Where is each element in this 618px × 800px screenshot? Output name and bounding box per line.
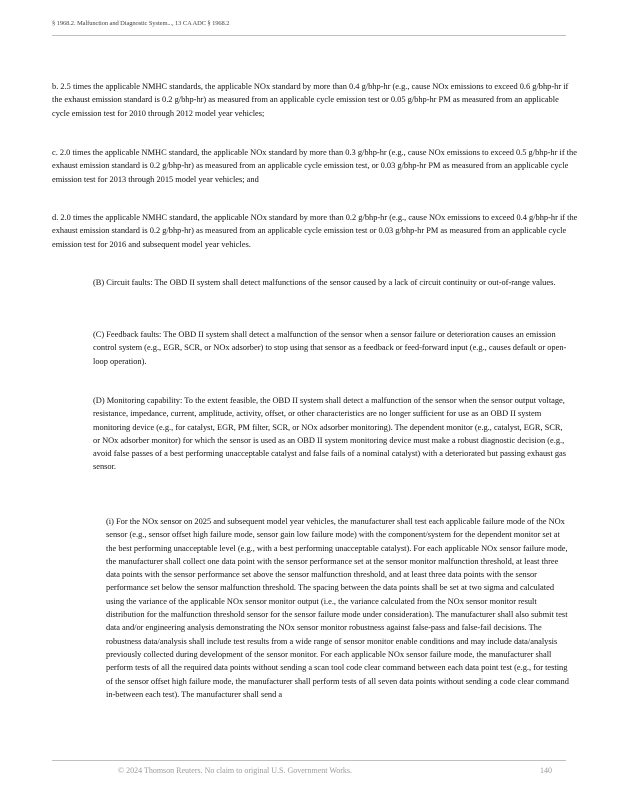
paragraph-d-text: d. 2.0 times the applicable NMHC standard, the applicable NOx standard by more than 0.2 g/bhp-hr (e.g., cause NOx emissions to exceed 0.4 g/bhp-hr if the exhaust emission standard is 0.2 g/bhp-hr) as measured from an applicable cycle emission test or 0.03 g/bhp-hr PM as measured from an applicable cycle emission test for 2016 and subsequent model year vehicles.: [52, 213, 578, 249]
paragraph-c-text: c. 2.0 times the applicable NMHC standard, the applicable NOx standard by more than 0.3 g/bhp-hr (e.g., cause NOx emissions to exceed 0.5 g/bhp-hr if the exhaust emission standard is 0.2 g/bhp-hr) as measured from an applicable cycle emission test, or 0.03 g/bhp-hr PM as measured from an applicable cycle emission test for 2013 through 2015 model year vehicles; and: [52, 148, 577, 184]
paragraph-monitoring-capability: [93, 394, 571, 474]
footer-divider: [52, 760, 566, 761]
page-number: 140: [540, 766, 552, 775]
paragraph-b-text: b. 2.5 times the applicable NMHC standards, the applicable NOx standard by more than 0.4 g/bhp-hr (e.g., cause NOx emissions to exceed 0.6 g/bhp-hr if the exhaust emission standard is 0.2 g/bhp-hr) as measured from an applicable cycle emission test or 0.05 g/bhp-hr PM as measured from an applicable cycle emission test for 2010 through 2012 model year vehicles;: [52, 82, 569, 118]
footer-copyright: © 2024 Thomson Reuters. No claim to original U.S. Government Works.: [118, 766, 353, 775]
paragraph-d: [52, 211, 578, 251]
header-divider: [52, 35, 566, 36]
paragraph-circuit-faults-text: (B) Circuit faults: The OBD II system shall detect malfunctions of the sensor caused by a lack of circuit continuity or out-of-range values.: [93, 278, 556, 287]
paragraph-feedback-faults: [93, 328, 571, 368]
paragraph-monitoring-capability-text: (D) Monitoring capability: To the extent feasible, the OBD II system shall detect a malfunction of the sensor when the sensor output voltage, resistance, impedance, current, amplitude, activity, offset, or other characteristics are no longer sufficient for use as an OBD II system monitoring device (e.g., for catalyst, EGR, PM filter, SCR, or NOx adsorber monitoring). The dependent monitor (e.g., catalyst, EGR, SCR, or NOx adsorber monitor) for which the sensor is used as an OBD II system monitoring device must make a robust diagnostic decision (e.g., avoid false passes of a best performing unacceptable catalyst and false fails of a nominal catalyst) with a deteriorated but passing exhaust gas sensor.: [93, 396, 567, 472]
paragraph-nox-sensor-testing: [106, 515, 572, 701]
running-header: § 1968.2. Malfunction and Diagnostic System..., 13 CA ADC § 1968.2: [52, 20, 230, 27]
paragraph-feedback-faults-text: (C) Feedback faults: The OBD II system shall detect a malfunction of the sensor when a sensor failure or deterioration causes an emission control system (e.g., EGR, SCR, or NOx adsorber) to stop using that sensor as a feedback or feed-forward input (e.g., causes default or open-loop operation).: [93, 330, 567, 366]
paragraph-b: [52, 80, 578, 120]
paragraph-c: [52, 146, 578, 186]
paragraph-circuit-faults: [93, 276, 571, 289]
paragraph-nox-sensor-testing-text: (i) For the NOx sensor on 2025 and subsequent model year vehicles, the manufacturer shall test each applicable failure mode of the NOx sensor (e.g., sensor offset high failure mode, sensor gain low failure mode) with the component/system for the dependent monitor set at the best performing unacceptable level (e.g., with a best performing unacceptable catalyst). For each applicable NOx sensor failure mode, the manufacturer shall collect one data point with the sensor performance set at the sensor monitor malfunction threshold, at least three data points with the sensor performance set above the sensor malfunction threshold, and at least three data points with the sensor performance set below the sensor malfunction threshold. The spacing between the data points shall be set at two sigma and calculated using the variance of the applicable NOx sensor monitor output (i.e., the variance calculated from the NOx sensor monitor result distribution for the malfunction threshold sensor for the sensor failure mode under consideration). The manufacturer shall also submit test data and/or engineering analysis demonstrating the NOx sensor monitor robustness against false-pass and false-fail decisions. The robustness data/analysis shall include test results from a wide range of sensor monitor enable conditions and may include data/analysis previously collected during development of the sensor monitor. For each applicable NOx sensor failure mode, the manufacturer shall perform tests of all the required data points without sending a scan tool code clear command between each data point test (e.g., for testing of the sensor offset high failure mode, the manufacturer shall perform tests of all seven data points without sending a code clear command in-between each test). The manufacturer shall send a: [106, 517, 569, 699]
